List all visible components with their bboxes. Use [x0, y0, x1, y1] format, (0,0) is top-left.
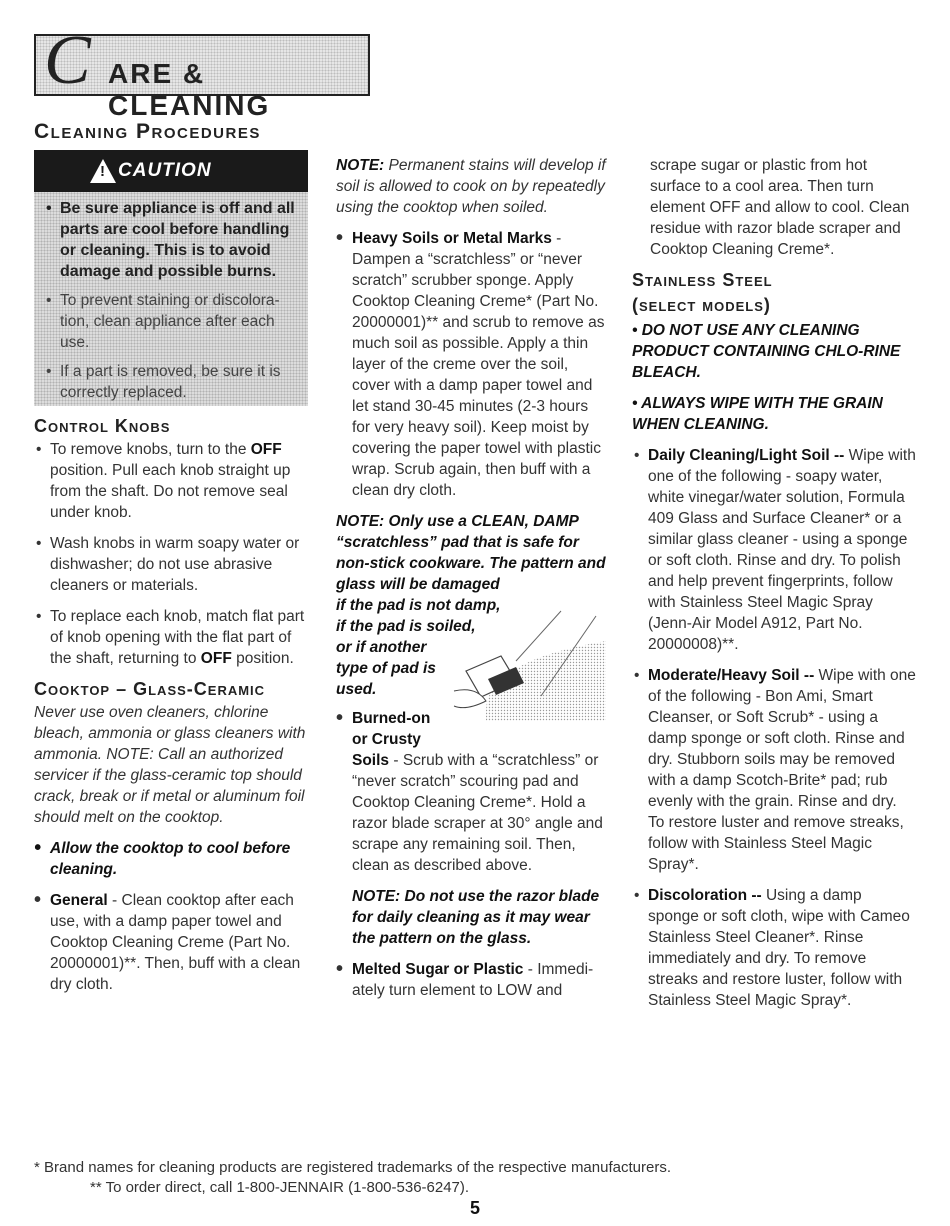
list-item [632, 665, 916, 875]
page-title: ARE & CLEANING [108, 58, 271, 121]
warning-no-bleach: • DO NOT USE ANY CLEANING PRODUCT CONTAINING CHLO-RINE BLEACH. [632, 322, 901, 381]
text: - Clean cooktop after each use, with a damp paper towel and Cooktop Cleaning Creme (Part No. 20000001)**. Then, buff with a clean dry cloth. [50, 892, 301, 993]
text: Wipe with one of the following - Bon Ami, Smart Cleanser, or Soft Scrub* - using a damp sponge or soft cloth. Rinse and dry. Stubborn soils may be removed with a damp Scotch-Brite* pad; rub evenly with the grain. Rinse and dry. To restore luster and remove streaks, follow with Stainless Steel Magic Spray*. [648, 667, 916, 873]
list-item: • Allow the cooktop to cool before cleaning. [34, 838, 310, 880]
note-pad-text-a: NOTE: Only use a CLEAN, DAMP “scratchless” pad that is safe for non-stick cookware. The pattern and glass will be damaged [336, 513, 606, 593]
caution-list [46, 198, 296, 403]
footnote-order: ** To order direct, call 1-800-JENNAIR (1-800-536-6247). [90, 1179, 470, 1196]
text: - Immedi-ately turn element to LOW and [352, 961, 594, 999]
scraper-illustration [446, 601, 606, 721]
footnote-trademarks: * Brand names for cleaning products are registered trademarks of the respective manufacturers. [34, 1159, 671, 1176]
cooktop-heading: Cooktop – Glass-Ceramic [34, 679, 266, 699]
list-item [336, 228, 610, 501]
heavy-soils-label: Heavy Soils or Metal Marks [352, 230, 552, 247]
burned-label-line-2 [336, 729, 610, 750]
burned-on-text [336, 750, 610, 876]
caution-box [34, 150, 308, 406]
note-pad-text-b: if the pad is not damp, [336, 597, 501, 614]
discoloration-label: Discoloration -- [648, 887, 762, 904]
page-title-box [34, 22, 370, 121]
note-permanent-stains [336, 155, 610, 218]
cooktop-intro: Never use oven cleaners, chlorine bleach, ammonia or glass cleaners with ammonia. NOTE: Call an authorized servicer if the glass-ceramic top should crack, break or if metal or aluminum foil should melt on the cooktop. [34, 704, 306, 826]
heavy-soils-list [336, 228, 610, 501]
caution-item: • If a part is removed, be sure it is correctly replaced. [46, 361, 296, 403]
text: To remove knobs, turn to the [50, 441, 251, 458]
moderate-soil-label: Moderate/Heavy Soil -- [648, 667, 815, 684]
caution-item: • To prevent staining or discolora-tion, clean appliance after each use. [46, 290, 296, 353]
select-models-heading: (select models) [632, 295, 771, 315]
text: Using a damp sponge or soft cloth, wipe with Cameo Stainless Steel Cleaner*. Rinse immediately and dry. To remove streaks and restore luster, follow with Stainless Steel Magic Spray*. [648, 887, 910, 1009]
list-item [632, 445, 916, 655]
text: Wipe with one of the following - soapy water, white vinegar/water solution, Formula 409 Glass and Surface Cleaner* or a similar glass cleaner - using a sponge or soft cloth. Rinse and dry. To polish and help prevent fingerprints, follow with Stainless Steel Magic Spray (Jenn-Air Model A912, Part No. 20000008)**. [648, 447, 916, 653]
burned-on-label: Burned-on [352, 710, 431, 727]
section-heading: Cleaning Procedures [34, 120, 261, 143]
melted-sugar-list [336, 959, 610, 1001]
text: position. [231, 650, 294, 667]
caution-header [34, 150, 308, 192]
burned-on-list [336, 708, 610, 729]
list-item [34, 890, 310, 995]
text: Permanent stains will develop if soil is allowed to cook on by repeatedly using the cooktop when soiled. [336, 157, 606, 216]
list-item [336, 959, 610, 1001]
off-bold: OFF [250, 441, 282, 458]
daily-cleaning-label: Daily Cleaning/Light Soil -- [648, 447, 845, 464]
text: position. Pull each knob straight up from the shaft. Do not remove seal under knob. [50, 462, 291, 521]
text: - Dampen a “scratchless” or “never scratch” scrubber sponge. Apply Cooktop Cleaning Creme* (Part No. 20000001)** and scrub to remove as much soil as possible. Apply a thin layer of the creme over the soil, cover with a damp paper towel and let stand 30-45 minutes (2-3 hours for very heavy soil). Keep moist by covering the paper towel with plastic wrap. Scrub again, then buff with a clean dry cloth. [352, 230, 605, 499]
control-knobs-list [34, 439, 310, 669]
stainless-list [632, 445, 916, 1011]
note-pad-block [336, 511, 610, 700]
control-knobs-heading: Control Knobs [34, 416, 171, 436]
list-item [34, 606, 310, 669]
list-item [34, 439, 310, 523]
soils-label: Soils [352, 752, 390, 769]
note-pad-text-e: type of pad is [336, 660, 436, 677]
off-bold: OFF [200, 650, 232, 667]
or-crusty-label: or Crusty [352, 731, 421, 748]
column-3 [632, 155, 916, 1021]
melted-sugar-label: Melted Sugar or Plastic [352, 961, 524, 978]
column-1 [34, 150, 310, 1005]
title-initial: C [44, 22, 91, 99]
warning-triangle-icon [90, 159, 116, 183]
page-number: 5 [469, 1198, 480, 1218]
caution-item: • Be sure appliance is off and all parts are cool before handling or cleaning. This is to avoid damage and possible burns. [46, 198, 296, 282]
list-item [632, 885, 916, 1011]
note-label: NOTE: [336, 157, 385, 174]
column-2 [336, 155, 610, 1011]
melted-sugar-continued: scrape sugar or plastic from hot surface to a cool area. Then turn element OFF and allow to cool. Clean residue with razor blade scraper and Cooktop Cleaning Creme*. [650, 157, 910, 258]
list-item: • Wash knobs in warm soapy water or dishwasher; do not use abrasive cleaners or materials. [34, 533, 310, 596]
text: - Scrub with a “scratchless” or “never scratch” scouring pad and Cooktop Cleaning Creme*. Hold a razor blade scraper at 30° angle and scrape any remaining soil. Then, clean as described above. [352, 752, 603, 874]
list-item [336, 708, 610, 729]
warning-wipe-grain: • ALWAYS WIPE WITH THE GRAIN WHEN CLEANING. [632, 395, 883, 433]
stainless-steel-heading: Stainless Steel [632, 270, 773, 290]
text: To replace each knob, match flat part of knob opening with the flat part of the shaft, returning to [50, 608, 305, 667]
note-razor-blade: NOTE: Do not use the razor blade for daily cleaning as it may wear the pattern on the glass. [352, 888, 600, 947]
note-pad-text-f: used. [336, 681, 377, 698]
note-pad-text-d: or if another [336, 639, 427, 656]
footer [34, 1158, 914, 1198]
cooktop-list [34, 838, 310, 995]
general-label: General [50, 892, 108, 909]
caution-label: CAUTION [118, 160, 212, 181]
note-pad-text-c: if the pad is soiled, [336, 618, 476, 635]
